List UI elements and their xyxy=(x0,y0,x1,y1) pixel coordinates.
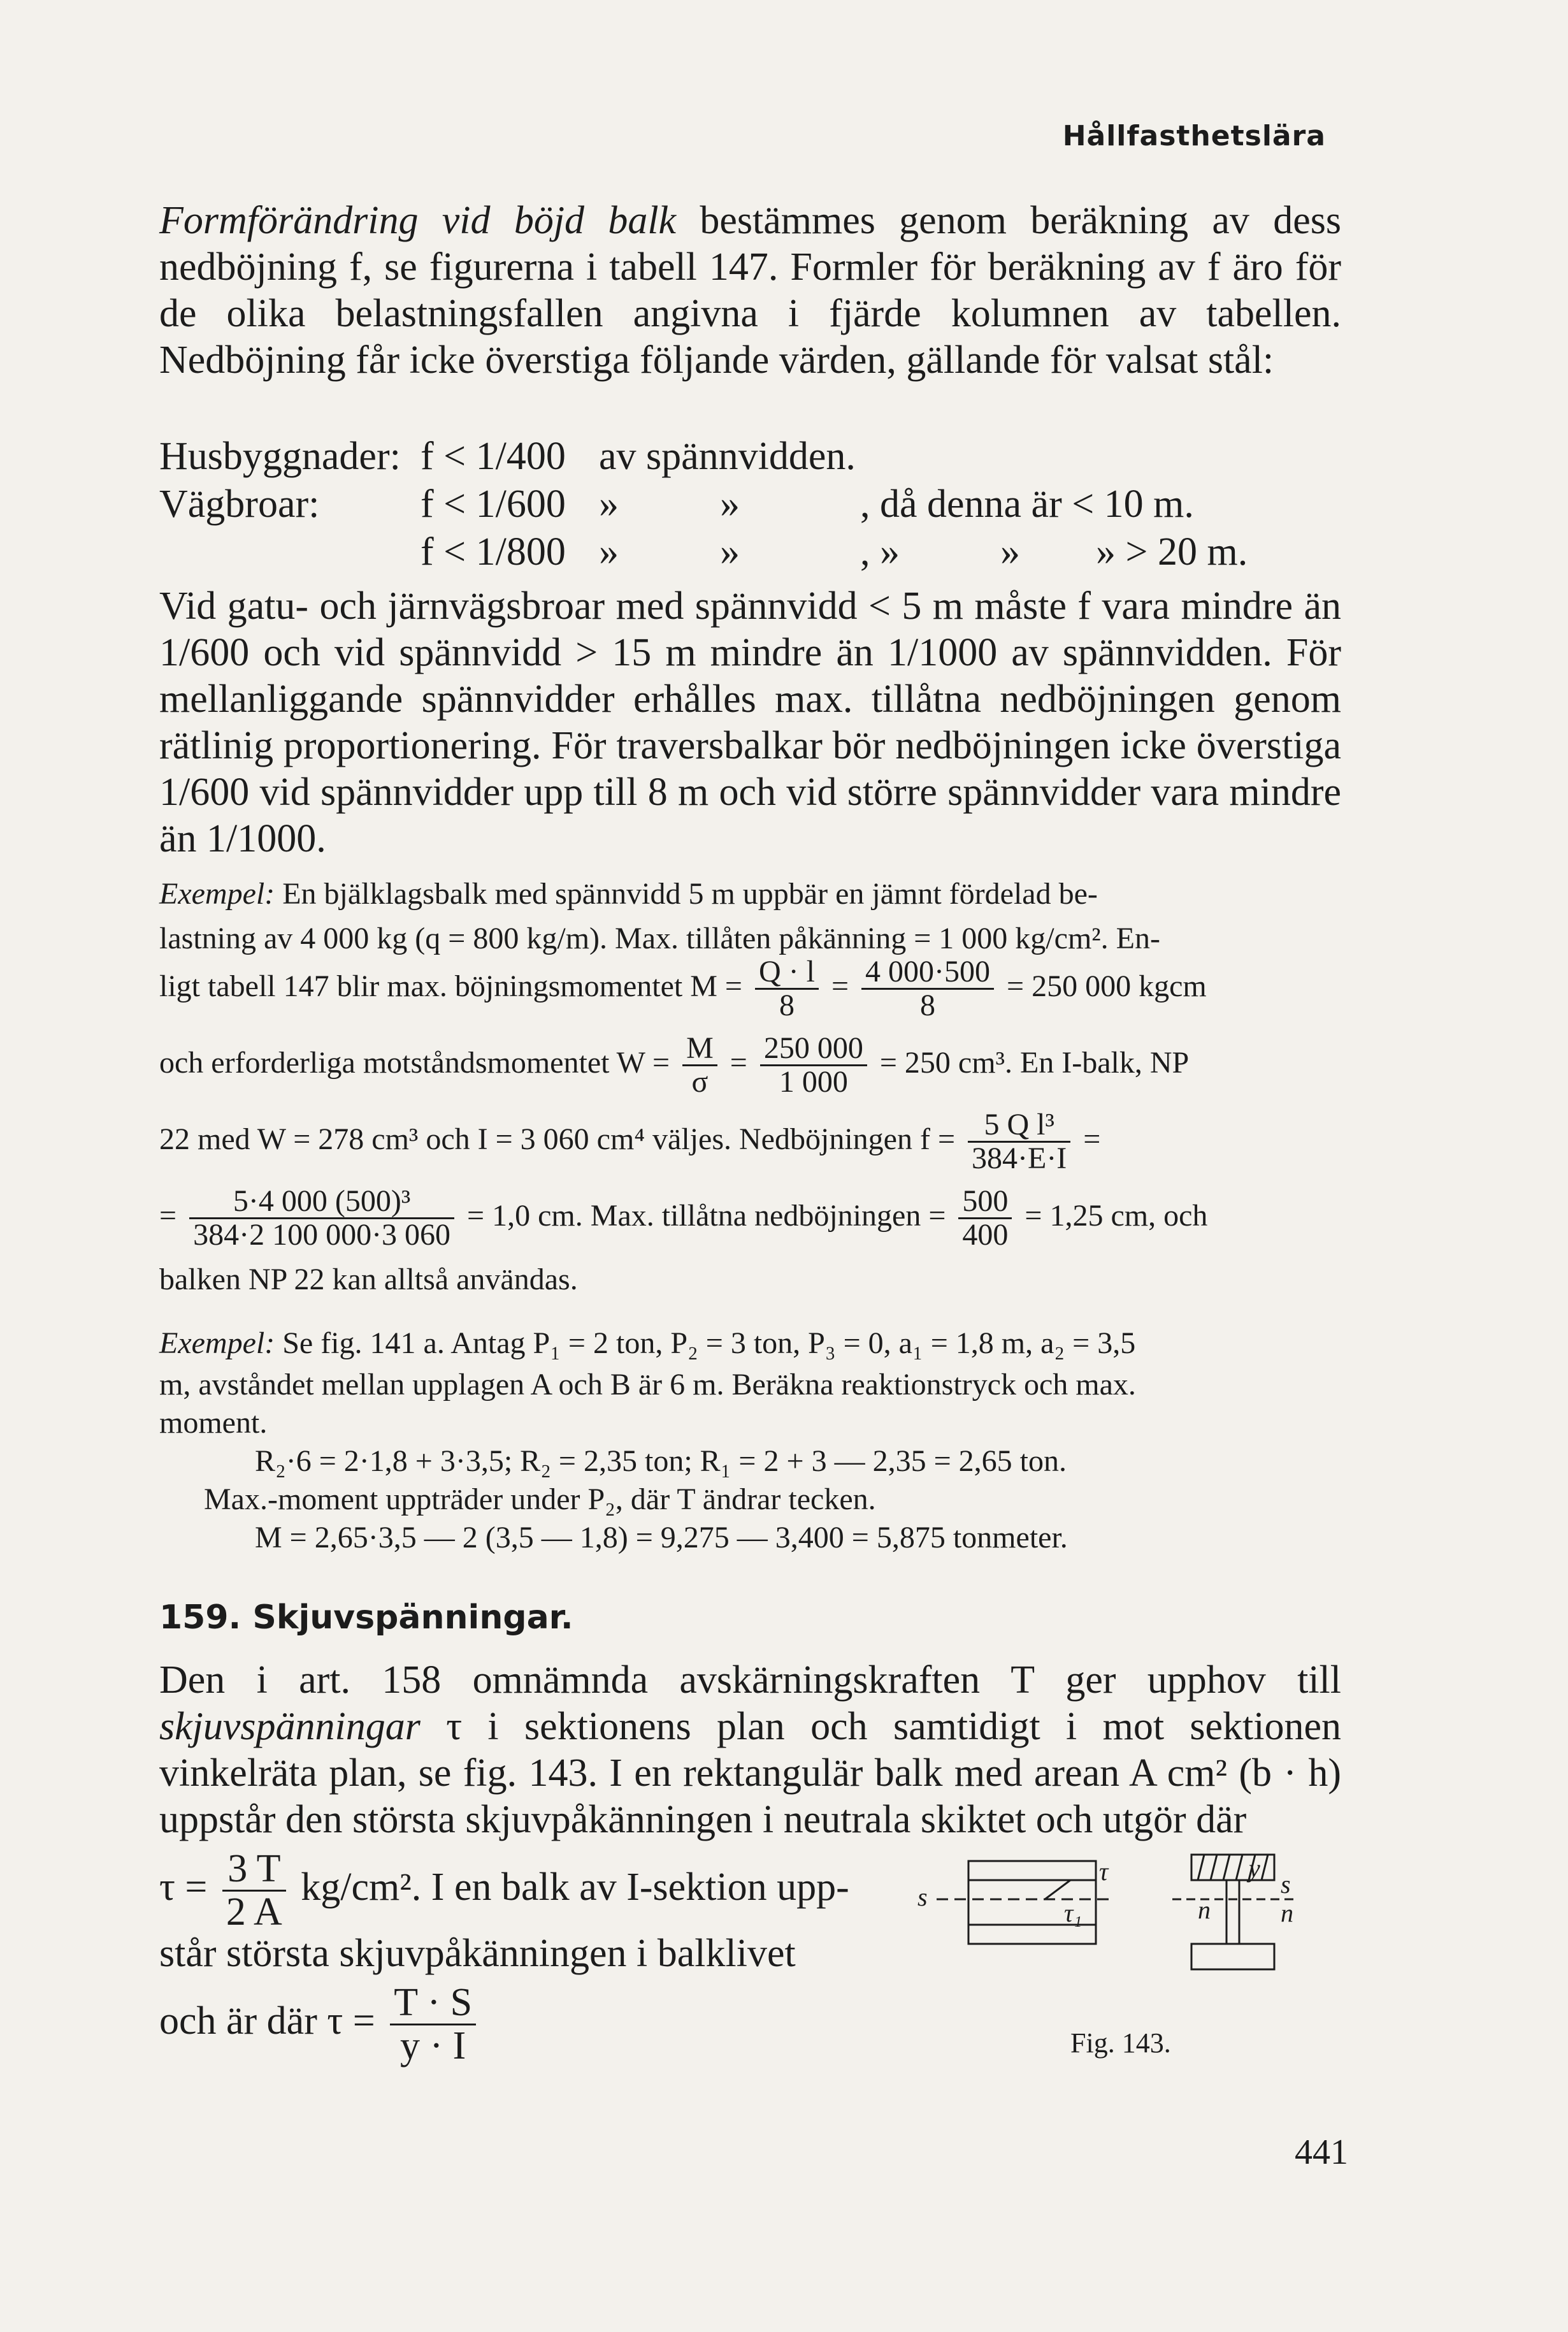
example2-line2: m, avståndet mellan upplagen A och B är 6 m. Beräkna reaktionstryck och max. xyxy=(159,1368,1136,1401)
example2-line3: moment. xyxy=(159,1406,268,1440)
fraction xyxy=(755,956,819,1022)
example1-line1 xyxy=(159,876,1341,911)
fraction-numerator: 5·4 000 (500)³ xyxy=(189,1185,454,1219)
limit-col5: , då denna är < 10 m. xyxy=(860,482,1194,526)
fraction xyxy=(189,1185,454,1252)
fig-label-n-right: n xyxy=(1281,1899,1293,1927)
fraction-denominator: σ xyxy=(691,1065,708,1099)
fraction-numerator: 4 000·500 xyxy=(861,956,994,990)
example2-text: Se fig. 141 a. Antag P₁ = 2 ton, P₂ = 3 ton, P₃ = 0, a₁ = 1,8 m, a₂ = 3,5 xyxy=(282,1326,1136,1360)
equals-sign: = xyxy=(159,1198,177,1233)
fraction xyxy=(682,1032,717,1099)
fraction-denominator: 400 xyxy=(962,1218,1009,1252)
section-title: Skjuvspänningar. xyxy=(252,1598,573,1637)
i-web xyxy=(1226,1880,1239,1944)
fig-label-n-left: n xyxy=(1198,1895,1211,1924)
fig-label-s-right: s xyxy=(1281,1870,1291,1899)
paragraph-shear-text: Den i art. 158 omnämnda avskärningskraften T ger upphov till xyxy=(159,1658,1341,1702)
fraction-numerator: 5 Q l³ xyxy=(968,1109,1070,1143)
fraction-numerator: 3 T xyxy=(222,1848,286,1892)
limit-col4: » xyxy=(720,482,740,526)
example2-line5: Max.-moment uppträder under P₂, där T ändrar tecken. xyxy=(204,1482,876,1516)
formula-tau-ibeam xyxy=(159,1982,481,2067)
fig-label-s-left: s xyxy=(917,1883,928,1911)
limit-col3: » xyxy=(599,482,619,526)
fraction-denominator: 384·E·I xyxy=(972,1141,1067,1176)
example1-text: = 1,25 cm, och xyxy=(1025,1198,1208,1233)
equals-sign: = xyxy=(730,1045,747,1080)
limit-expr: f < 1/600 xyxy=(421,482,566,526)
hatch xyxy=(1211,1855,1217,1880)
fraction xyxy=(861,956,994,1022)
fig-label-tau1: τ₁ xyxy=(1064,1899,1082,1927)
formula-text: kg/cm². I en balk av I-sektion upp- xyxy=(301,1865,849,1909)
example2-line6: M = 2,65·3,5 — 2 (3,5 — 1,8) = 9,275 — 3,400 = 5,875 tonmeter. xyxy=(255,1521,1068,1554)
hatch xyxy=(1236,1855,1242,1880)
running-header: Hållfasthetslära xyxy=(1062,120,1326,152)
example2-line1 xyxy=(159,1326,1135,1361)
formula-lhs: och är där τ = xyxy=(159,1999,375,2043)
fraction-numerator: 250 000 xyxy=(760,1032,867,1066)
equals-sign: = xyxy=(831,969,849,1003)
example1-line4 xyxy=(159,1032,1189,1099)
section-heading xyxy=(159,1598,573,1637)
fraction xyxy=(390,1982,476,2067)
paragraph-shear xyxy=(159,1657,1341,1843)
section-number: 159. xyxy=(159,1598,241,1637)
formula-tau-rect xyxy=(159,1848,849,1933)
fig-label-tau: τ xyxy=(1099,1857,1109,1886)
equals-sign: = xyxy=(1083,1122,1101,1156)
paragraph-shear-text: τ i sektionens plan och samtidigt i mot sektionen vinkelräta plan, se fig. 143. I en rektangulär balk med arean A cm² (b · h) uppstår den största skjuvpåkänningen i neutrala skiktet och utgör där xyxy=(159,1705,1341,1841)
fraction-numerator: 500 xyxy=(958,1185,1012,1219)
fraction xyxy=(968,1109,1070,1175)
example1-line3 xyxy=(159,956,1207,1022)
hatch xyxy=(1223,1855,1230,1880)
fraction-numerator: Q · l xyxy=(755,956,819,990)
fraction xyxy=(760,1032,867,1099)
hatch xyxy=(1262,1855,1268,1880)
example1-line5 xyxy=(159,1109,1100,1175)
example2-label: Exempel: xyxy=(159,1326,275,1360)
example1-line2: lastning av 4 000 kg (q = 800 kg/m). Max. tillåten påkänning = 1 000 kg/cm². En- xyxy=(159,922,1160,955)
example1-text: = 250 cm³. En I-balk, NP xyxy=(879,1045,1190,1080)
fraction-denominator: 2 A xyxy=(226,1890,282,1934)
beam-bottom-left xyxy=(968,1925,1096,1944)
fraction-denominator: 1 000 xyxy=(779,1065,848,1099)
fraction xyxy=(958,1185,1012,1252)
limit-col7: » > 20 m. xyxy=(1096,530,1248,574)
limit-label: Husbyggnader: xyxy=(159,435,401,478)
figure-caption: Fig. 143. xyxy=(1070,2027,1171,2059)
limit-expr: f < 1/400 xyxy=(421,435,566,478)
example1-text: ligt tabell 147 blir max. böjningsmomentet M = xyxy=(159,969,742,1003)
fraction-numerator: T · S xyxy=(390,1982,476,2025)
limit-col4: » xyxy=(720,530,740,574)
paragraph-deflection-text: bestämmes genom beräkning av dess nedböjning f, se figurerna i tabell 147. Formler för beräkning av f äro för de olika belastningsfallen angivna i fjärde kolumnen av tabellen. Nedböjning får icke överstiga följande värden, gällande för valsat stål: xyxy=(159,199,1342,382)
example2-line4: R₂·6 = 2·1,8 + 3·3,5; R₂ = 2,35 ton; R₁ = 2 + 3 — 2,35 = 2,65 ton. xyxy=(255,1444,1067,1478)
paragraph-bridges: Vid gatu- och järnvägsbroar med spännvidd < 5 m måste f vara mindre än 1/600 och vid spännvidd > 15 m mindre än 1/1000 av spännvidden. För mellanliggande spännvidder erhålles max. tillåtna nedböjningen genom rätlinig proportionering. För traversbalkar bör nedböjningen icke överstiga 1/600 vid spännvidder upp till 8 m och vid större spännvidder vara mindre än 1/1000. xyxy=(159,584,1341,860)
example1-line6 xyxy=(159,1185,1207,1252)
limit-col6: » xyxy=(1000,530,1020,574)
hatch xyxy=(1198,1855,1204,1880)
limit-col3: av spännvidden. xyxy=(599,435,856,478)
figure-143 xyxy=(917,1848,1300,2020)
page-number: 441 xyxy=(1295,2133,1348,2172)
shear-line2: står största skjuvpåkänningen i balklivet xyxy=(159,1932,796,1975)
limit-col5: , » xyxy=(860,530,900,574)
example1-text: 22 med W = 278 cm³ och I = 3 060 cm⁴ väljes. Nedböjningen f = xyxy=(159,1122,956,1156)
example1-label: Exempel: xyxy=(159,877,275,911)
fraction-denominator: 8 xyxy=(920,989,936,1023)
term-shear-stress: skjuvspänningar xyxy=(159,1705,421,1748)
limit-col3: » xyxy=(599,530,619,574)
limit-expr: f < 1/800 xyxy=(421,530,566,574)
formula-lhs: τ = xyxy=(159,1865,208,1909)
fraction-numerator: M xyxy=(682,1032,717,1066)
example1-text: och erforderliga motståndsmomentet W = xyxy=(159,1045,670,1080)
fraction-denominator: y · I xyxy=(400,2024,466,2068)
term-deflection: Formförändring vid böjd balk xyxy=(159,199,677,242)
i-flange-bottom xyxy=(1191,1944,1274,1969)
limit-label: Vägbroar: xyxy=(159,482,320,526)
example1-text: En bjälklagsbalk med spännvidd 5 m uppbär en jämnt fördelad be- xyxy=(282,877,1098,911)
fraction xyxy=(222,1848,286,1933)
fig-label-y: y xyxy=(1249,1854,1260,1883)
fraction-denominator: 384·2 100 000·3 060 xyxy=(193,1218,451,1252)
example1-text: = 250 000 kgcm xyxy=(1007,969,1207,1003)
paragraph-deflection xyxy=(159,198,1341,384)
example1-line7: balken NP 22 kan alltså användas. xyxy=(159,1263,578,1296)
fraction-denominator: 8 xyxy=(779,989,795,1023)
example1-text: = 1,0 cm. Max. tillåtna nedböjningen = xyxy=(467,1198,946,1233)
shear-arrow-left xyxy=(1045,1880,1070,1899)
